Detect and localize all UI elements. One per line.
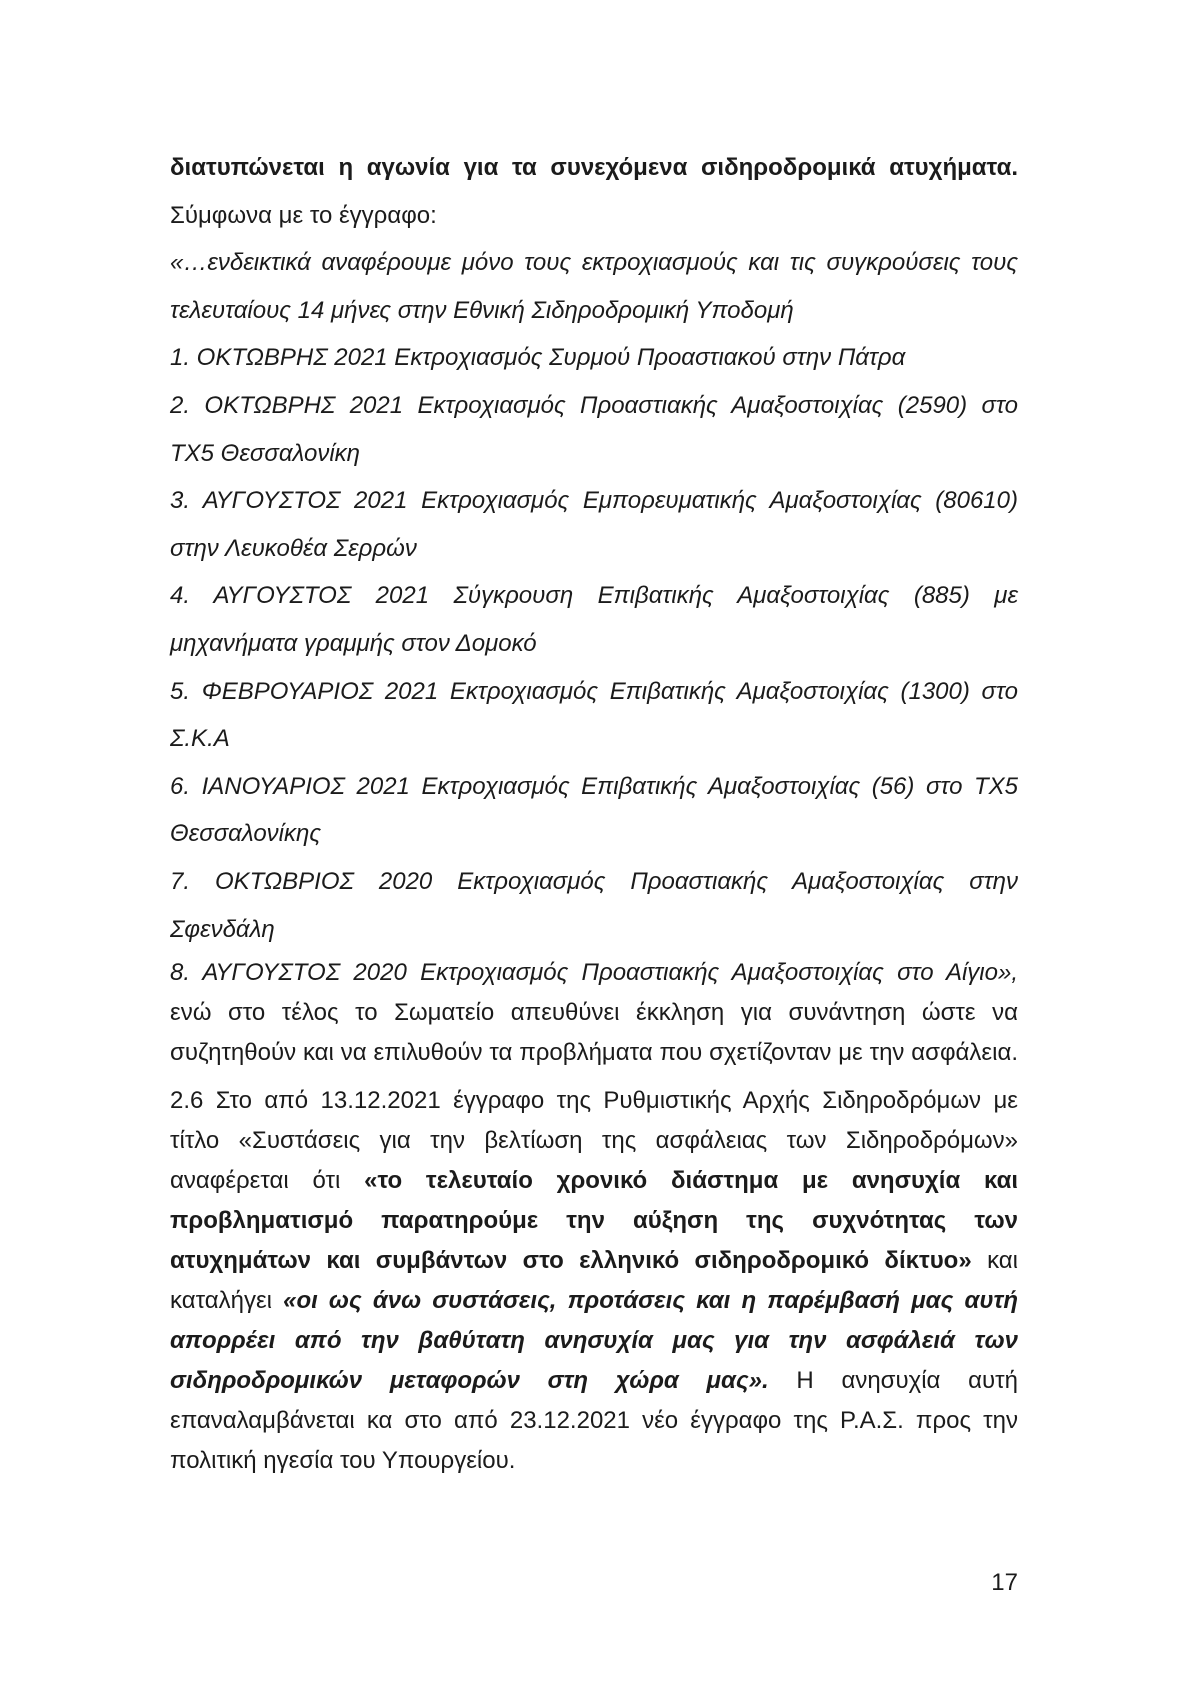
- text-segment: απορρέει από την βαθύτατη ανησυχία μας για την ασφάλειά των: [170, 1327, 1018, 1355]
- text-segment: 2.6 Στο από 13.12.2021 έγγραφο της Ρυθμιστικής Αρχής Σιδηροδρόμων με: [170, 1087, 1018, 1115]
- text-segment: «…ενδεικτικά αναφέρουμε μόνο τους εκτροχιασμούς και τις συγκρούσεις τους: [170, 249, 1018, 277]
- intro-statement: [170, 144, 1018, 239]
- text-segment: Θεσσαλονίκης: [170, 820, 321, 848]
- text-line: [170, 858, 1018, 906]
- text-line: [170, 1201, 1018, 1241]
- text-segment: τίτλο «Συστάσεις για την βελτίωση της ασφάλειας των Σιδηροδρόμων»: [170, 1127, 1018, 1155]
- text-segment: σιδηροδρομικών μεταφορών στη χώρα μας».: [170, 1367, 769, 1395]
- incident-5: [170, 668, 1018, 763]
- incident-8-and-plea: [170, 953, 1018, 1073]
- text-segment: καταλήγει: [170, 1287, 284, 1315]
- text-line: [170, 810, 1018, 858]
- text-line: [170, 382, 1018, 430]
- text-segment: 1. ΟΚΤΩΒΡΗΣ 2021 Εκτροχιασμός Συρμού Προαστιακού στην Πάτρα: [170, 344, 906, 372]
- text-line: [170, 1401, 1018, 1441]
- text-segment: συζητηθούν και να επιλυθούν τα προβλήματα που σχετίζονταν με την ασφάλεια.: [170, 1039, 1018, 1067]
- text-segment: Σύμφωνα με το έγγραφο:: [170, 201, 437, 229]
- para-2-6-ras-document: [170, 1081, 1018, 1481]
- incident-6: [170, 763, 1018, 858]
- text-line: [170, 993, 1018, 1033]
- text-segment: και: [971, 1247, 1018, 1275]
- text-segment: 8. ΑΥΓΟΥΣΤΟΣ 2020 Εκτροχιασμός Προαστιακής Αμαξοστοιχίας στο Αίγιο»,: [170, 959, 1018, 987]
- text-segment: 2. ΟΚΤΩΒΡΗΣ 2021 Εκτροχιασμός Προαστιακής Αμαξοστοιχίας (2590) στο: [170, 391, 1018, 419]
- text-line: [170, 1241, 1018, 1281]
- text-line: [170, 287, 1018, 335]
- text-segment: Σφενδάλη: [170, 915, 275, 943]
- incident-4: [170, 572, 1018, 667]
- text-segment: στην Λευκοθέα Σερρών: [170, 534, 417, 562]
- text-line: [170, 334, 1018, 382]
- text-segment: 5. ΦΕΒΡΟΥΑΡΙΟΣ 2021 Εκτροχιασμός Επιβατικής Αμαξοστοιχίας (1300) στο: [170, 677, 1018, 705]
- text-segment: διατυπώνεται η αγωνία για τα συνεχόμενα σιδηροδρομικά ατυχήματα.: [170, 154, 1018, 181]
- incident-3: [170, 477, 1018, 572]
- incident-7: [170, 858, 1018, 953]
- incident-1: [170, 334, 1018, 382]
- quote-lead: [170, 239, 1018, 334]
- text-line: [170, 144, 1018, 192]
- text-line: [170, 239, 1018, 287]
- text-line: [170, 430, 1018, 478]
- text-line: [170, 1281, 1018, 1321]
- text-segment: ατυχημάτων και συμβάντων στο ελληνικό σιδηροδρομικό δίκτυο»: [170, 1247, 972, 1275]
- text-line: [170, 1441, 1018, 1481]
- text-line: [170, 620, 1018, 668]
- text-line: [170, 1081, 1018, 1121]
- text-segment: επαναλαμβάνεται κα στο από 23.12.2021 νέο έγγραφο της Ρ.Α.Σ. προς την: [170, 1407, 1018, 1435]
- page-number: 17: [991, 1569, 1018, 1596]
- text-line: [170, 1033, 1018, 1073]
- text-segment: μηχανήματα γραμμής στον Δομοκό: [170, 629, 537, 657]
- text-segment: 4. ΑΥΓΟΥΣΤΟΣ 2021 Σύγκρουση Επιβατικής Αμαξοστοιχίας (885) με: [170, 582, 1018, 610]
- text-line: [170, 1361, 1018, 1401]
- document-body: [170, 144, 1018, 1481]
- text-line: [170, 906, 1018, 954]
- text-segment: 3. ΑΥΓΟΥΣΤΟΣ 2021 Εκτροχιασμός Εμπορευματικής Αμαξοστοιχίας (80610): [170, 487, 1018, 515]
- text-line: [170, 715, 1018, 763]
- text-segment: πολιτική ηγεσία του Υπουργείου.: [170, 1447, 516, 1475]
- text-line: [170, 1121, 1018, 1161]
- text-segment: Η ανησυχία αυτή: [768, 1367, 1018, 1395]
- text-line: [170, 192, 1018, 240]
- incident-2: [170, 382, 1018, 477]
- text-line: [170, 572, 1018, 620]
- text-line: [170, 953, 1018, 993]
- text-line: [170, 1161, 1018, 1201]
- text-segment: 6. ΙΑΝΟΥΑΡΙΟΣ 2021 Εκτροχιασμός Επιβατικής Αμαξοστοιχίας (56) στο ΤΧ5: [170, 772, 1018, 800]
- text-segment: «το τελευταίο χρονικό διάστημα με ανησυχία και: [364, 1167, 1018, 1195]
- text-segment: ΤΧ5 Θεσσαλονίκη: [170, 439, 361, 467]
- text-segment: Σ.Κ.Α: [170, 725, 230, 753]
- text-segment: «οι ως άνω συστάσεις, προτάσεις και η παρέμβασή μας αυτή: [283, 1287, 1018, 1315]
- text-segment: ενώ στο τέλος το Σωματείο απευθύνει έκκληση για συνάντηση ώστε να: [170, 999, 1018, 1027]
- text-line: [170, 763, 1018, 811]
- text-line: [170, 477, 1018, 525]
- text-line: [170, 1321, 1018, 1361]
- text-line: [170, 525, 1018, 573]
- text-line: [170, 668, 1018, 716]
- text-segment: προβληματισμό παρατηρούμε την αύξηση της συχνότητας των: [170, 1207, 1018, 1235]
- text-segment: αναφέρεται ότι: [170, 1167, 365, 1195]
- text-segment: τελευταίους 14 μήνες στην Εθνική Σιδηροδρομική Υποδομή: [170, 296, 794, 324]
- text-segment: 7. ΟΚΤΩΒΡΙΟΣ 2020 Εκτροχιασμός Προαστιακής Αμαξοστοιχίας στην: [170, 867, 1018, 895]
